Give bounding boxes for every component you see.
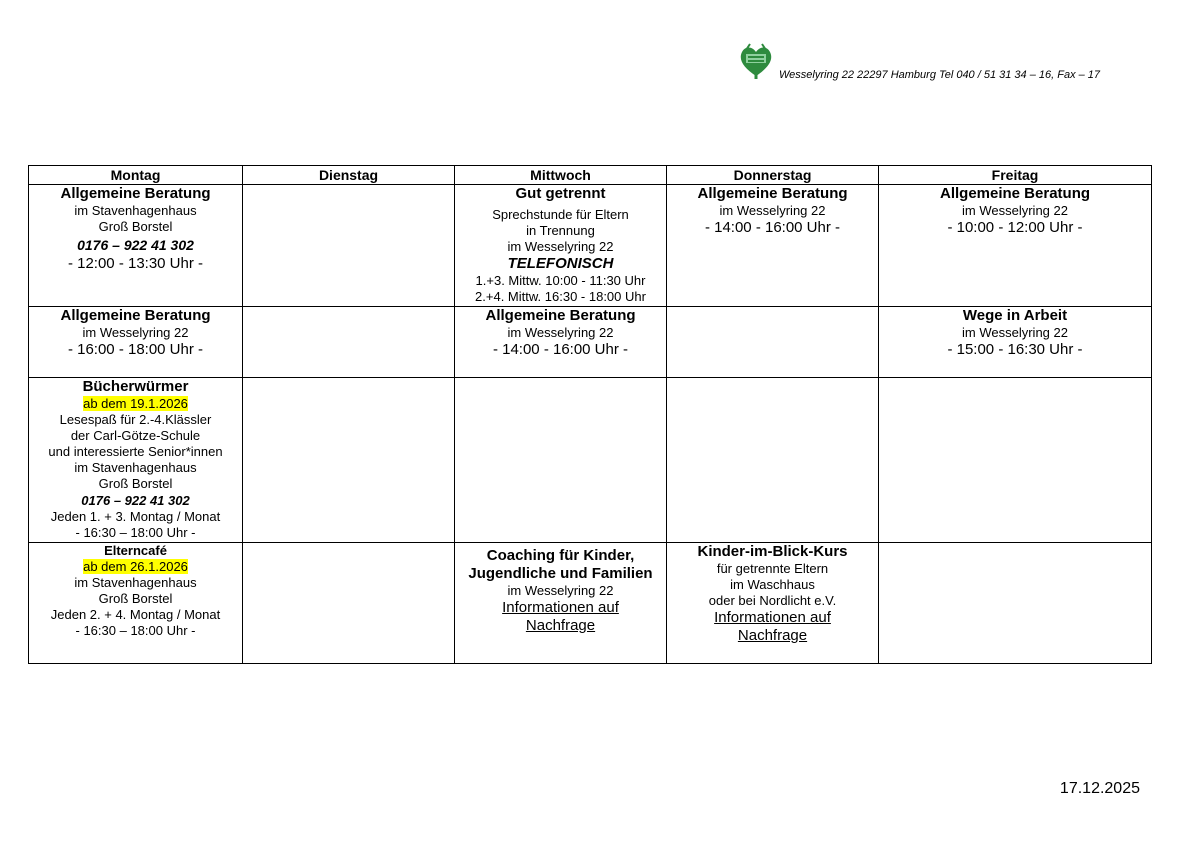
cell-thursday-3 xyxy=(667,378,879,543)
info-on-request-link: Informationen auf xyxy=(502,599,619,616)
event-time: - 14:00 - 16:00 Uhr - xyxy=(492,341,629,358)
cell-friday-1 xyxy=(879,185,1152,307)
event-title: Bücherwürmer xyxy=(82,378,189,395)
cell-friday-3 xyxy=(879,378,1152,543)
table-row xyxy=(29,185,1152,307)
event-location: im Wesselyring 22 xyxy=(719,203,826,218)
event-description: der Carl-Götze-Schule xyxy=(70,428,201,443)
event-phone: 0176 – 922 41 302 xyxy=(81,493,190,508)
event-title: Wege in Arbeit xyxy=(962,307,1068,324)
event-time: - 16:30 – 18:00 Uhr - xyxy=(75,623,196,638)
cell-monday-4 xyxy=(29,543,243,664)
cell-monday-1 xyxy=(29,185,243,307)
event-schedule: Jeden 1. + 3. Montag / Monat xyxy=(50,509,221,524)
event-location: Groß Borstel xyxy=(98,476,173,491)
cell-tuesday-4 xyxy=(243,543,455,664)
cell-wednesday-4 xyxy=(455,543,667,664)
event-title: Allgemeine Beratung xyxy=(485,307,636,324)
event-time: - 10:00 - 12:00 Uhr - xyxy=(947,219,1083,236)
weekly-schedule-table xyxy=(28,165,1152,664)
event-title: Allgemeine Beratung xyxy=(60,307,211,324)
event-start-highlight: ab dem 26.1.2026 xyxy=(83,559,188,574)
header-monday: Montag xyxy=(29,166,243,185)
event-location: im Wesselyring 22 xyxy=(507,583,614,598)
event-location: im Stavenhagenhaus xyxy=(74,460,197,475)
event-phone: 0176 – 922 41 302 xyxy=(77,237,194,253)
event-time: - 12:00 - 13:30 Uhr - xyxy=(67,255,204,272)
organization-logo-icon xyxy=(736,40,776,80)
event-time: - 16:00 - 18:00 Uhr - xyxy=(67,341,204,358)
info-on-request-link: Informationen auf xyxy=(714,609,831,626)
event-title: Allgemeine Beratung xyxy=(697,185,848,202)
cell-thursday-2 xyxy=(667,307,879,378)
event-title: Elterncafé xyxy=(104,543,167,558)
event-location: im Wesselyring 22 xyxy=(507,325,614,340)
event-location: Groß Borstel xyxy=(98,591,173,606)
cell-wednesday-3 xyxy=(455,378,667,543)
cell-wednesday-1 xyxy=(455,185,667,307)
event-mode: TELEFONISCH xyxy=(507,255,614,272)
cell-tuesday-1 xyxy=(243,185,455,307)
event-start-highlight: ab dem 19.1.2026 xyxy=(83,396,188,411)
letterhead xyxy=(736,40,1156,84)
header-wednesday: Mittwoch xyxy=(455,166,667,185)
event-time: 1.+3. Mittw. 10:00 - 11:30 Uhr xyxy=(475,273,646,288)
event-location: im Stavenhagenhaus xyxy=(74,203,197,218)
table-row xyxy=(29,307,1152,378)
table-header-row xyxy=(29,166,1152,185)
header-tuesday: Dienstag xyxy=(243,166,455,185)
event-time: 2.+4. Mittw. 16:30 - 18:00 Uhr xyxy=(475,289,646,304)
event-location: oder bei Nordlicht e.V. xyxy=(708,593,837,608)
table-row xyxy=(29,378,1152,543)
address-line: Wesselyring 22 22297 Hamburg Tel 040 / 51 31 34 – 16, Fax – 17 xyxy=(779,69,1101,81)
event-description: Lesespaß für 2.-4.Klässler xyxy=(59,412,212,427)
header-friday: Freitag xyxy=(879,166,1152,185)
event-title: Kinder-im-Blick-Kurs xyxy=(697,543,848,560)
event-location: im Wesselyring 22 xyxy=(962,203,1068,218)
info-on-request-link: Nachfrage xyxy=(525,617,596,634)
cell-thursday-4 xyxy=(667,543,879,664)
cell-friday-2 xyxy=(879,307,1152,378)
cell-monday-2 xyxy=(29,307,243,378)
event-location: im Wesselyring 22 xyxy=(82,325,189,340)
event-title: Allgemeine Beratung xyxy=(939,185,1091,202)
cell-wednesday-2 xyxy=(455,307,667,378)
event-time: - 16:30 – 18:00 Uhr - xyxy=(75,525,196,540)
event-title: Allgemeine Beratung xyxy=(60,185,211,202)
event-location: Groß Borstel xyxy=(98,219,173,234)
cell-monday-3 xyxy=(29,378,243,543)
event-description: und interessierte Senior*innen xyxy=(48,444,223,459)
event-schedule: Jeden 2. + 4. Montag / Monat xyxy=(50,607,221,622)
event-time: - 15:00 - 16:30 Uhr - xyxy=(947,341,1083,358)
event-location: im Wesselyring 22 xyxy=(507,239,614,254)
event-time: - 14:00 - 16:00 Uhr - xyxy=(704,219,841,236)
cell-tuesday-2 xyxy=(243,307,455,378)
event-location: im Stavenhagenhaus xyxy=(74,575,197,590)
event-title: Jugendliche und Familien xyxy=(468,565,653,582)
cell-tuesday-3 xyxy=(243,378,455,543)
event-location: im Waschhaus xyxy=(730,577,815,592)
event-location: im Wesselyring 22 xyxy=(962,325,1068,340)
event-description: für getrennte Eltern xyxy=(716,561,829,576)
info-on-request-link: Nachfrage xyxy=(737,627,808,644)
event-title: Coaching für Kinder, xyxy=(486,547,635,564)
cell-friday-4 xyxy=(879,543,1152,664)
event-description: Sprechstunde für Eltern xyxy=(492,207,629,222)
event-description: in Trennung xyxy=(526,223,595,238)
document-date: 17.12.2025 xyxy=(1059,780,1140,797)
cell-thursday-1 xyxy=(667,185,879,307)
table-row xyxy=(29,543,1152,664)
event-title: Gut getrennt xyxy=(515,185,606,202)
header-thursday: Donnerstag xyxy=(667,166,879,185)
